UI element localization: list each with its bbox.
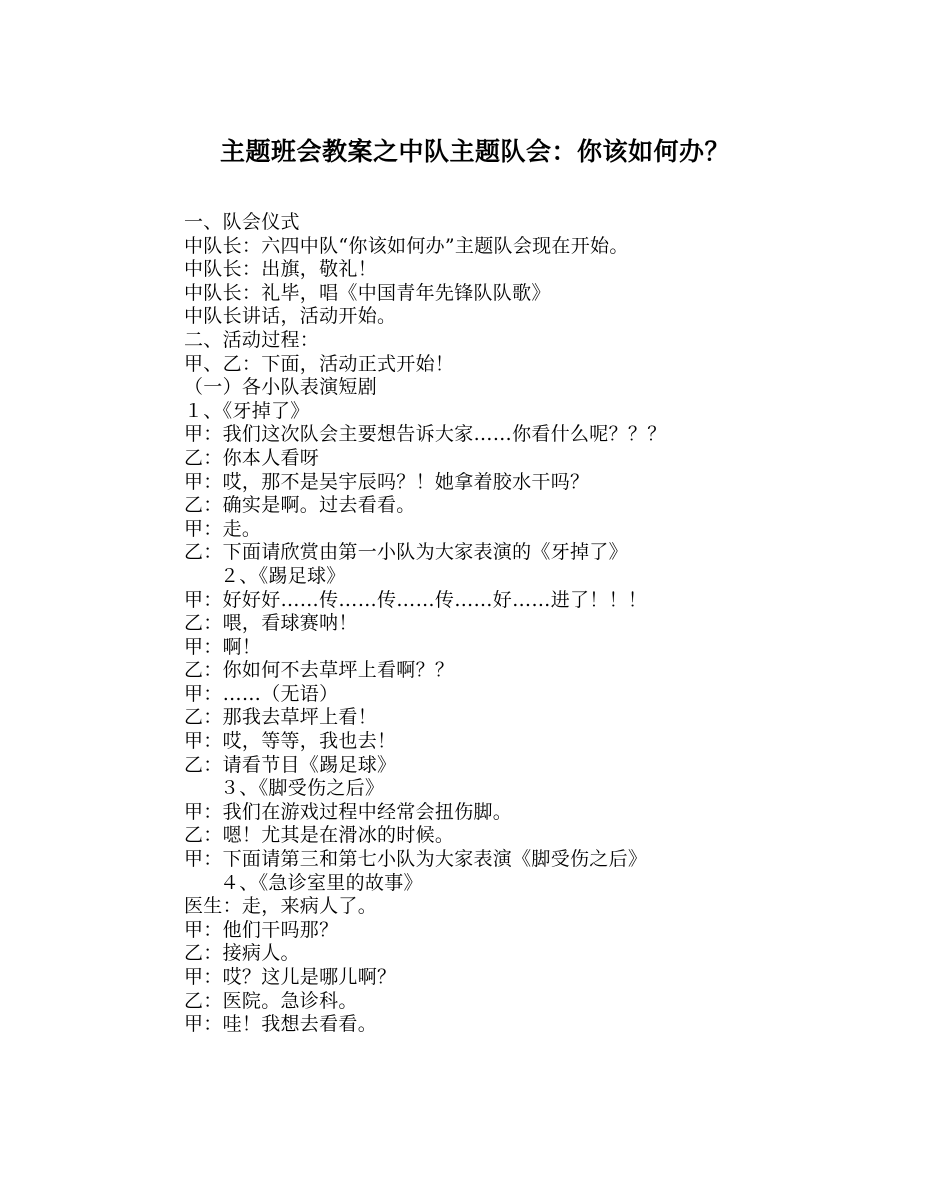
text-line: 乙：喂，看球赛呐！	[184, 612, 358, 635]
text-line: 乙：嗯！尤其是在滑冰的时候。	[184, 824, 455, 847]
text-line: ４、《急诊室里的故事》	[220, 871, 423, 894]
text-line: 甲：我们在游戏过程中经常会扭伤脚。	[184, 800, 513, 823]
text-line: 乙：确实是啊。过去看看。	[184, 494, 416, 517]
text-line: 甲：走。	[184, 517, 262, 540]
text-line: ３、《脚受伤之后》	[220, 777, 385, 800]
text-line: 中队长讲话，活动开始。	[184, 305, 397, 328]
text-line: 中队长：礼毕，唱《中国青年先锋队队歌》	[184, 281, 551, 304]
text-line: 一、队会仪式	[184, 211, 300, 233]
text-line: 甲：哎，那不是吴宇辰吗？！她拿着胶水干吗？	[184, 470, 590, 493]
text-line: 甲：下面请第三和第七小队为大家表演《脚受伤之后》	[184, 848, 648, 871]
text-line: 乙：医院。急诊科。	[184, 989, 358, 1012]
text-line: 甲：好好好……传……传……传……好……进了！！！	[184, 588, 648, 611]
text-line: 甲：我们这次队会主要想告诉大家……你看什么呢？？？	[184, 423, 667, 446]
text-line: 中队长：六四中队“你该如何办”主题队会现在开始。	[184, 234, 629, 257]
text-line: 甲：哎，等等，我也去！	[184, 730, 397, 753]
text-line: 医生：走，来病人了。	[184, 895, 378, 918]
text-line: 中队长：出旗，敬礼！	[184, 258, 378, 281]
text-line: 甲：他们干吗那？	[184, 918, 339, 941]
text-line: 乙：你本人看呀	[184, 446, 320, 469]
text-line: 甲、乙：下面，活动正式开始！	[184, 352, 455, 375]
text-line: 乙：你如何不去草坪上看啊？？	[184, 659, 455, 682]
text-line: 甲：……（无语）	[184, 682, 339, 705]
text-line: 甲：哇！我想去看看。	[184, 1013, 378, 1036]
text-line: 乙：接病人。	[184, 942, 300, 965]
text-line: （一）各小队表演短剧	[184, 376, 378, 399]
text-line: 甲：哎？这儿是哪儿啊？	[184, 966, 397, 988]
text-line: 乙：下面请欣赏由第一小队为大家表演的《牙掉了》	[184, 541, 628, 564]
text-line: 二、活动过程：	[184, 328, 320, 351]
text-line: ２、《踢足球》	[220, 564, 346, 587]
text-line: 甲：啊！	[184, 635, 262, 658]
document-body	[184, 211, 904, 1037]
text-line: 乙：那我去草坪上看！	[184, 706, 378, 729]
document-title: 主题班会教案之中队主题队会：你该如何办？	[219, 137, 730, 166]
text-line: １、《牙掉了》	[184, 399, 310, 422]
text-line: 乙：请看节目《踢足球》	[184, 753, 397, 776]
